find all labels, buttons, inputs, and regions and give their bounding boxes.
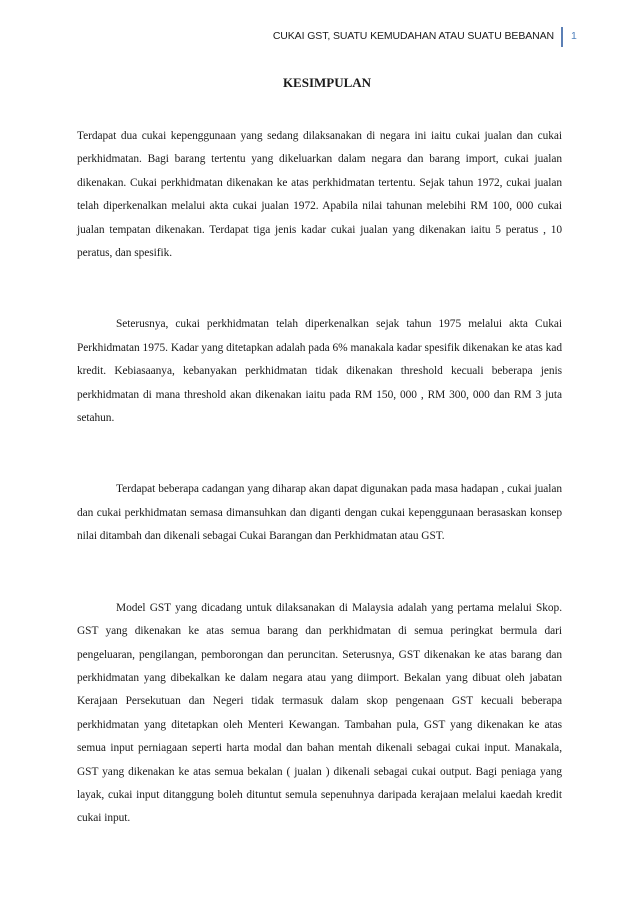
header-separator [561, 27, 563, 47]
page-header [0, 27, 638, 49]
paragraph-proposal: Terdapat beberapa cadangan yang diharap akan dapat digunakan pada masa hadapan , cukai jualan dan cukai perkhidmatan semasa dimansuhkan dan diganti dengan cukai kepenggunaan berasaskan konsep nilai ditambah dan dikenali sebagai Cukai Barangan dan Perkhidmatan atau GST. [77, 483, 562, 543]
paragraph-intro: Terdapat dua cukai kepenggunaan yang sedang dilaksanakan di negara ini iaitu cukai jualan dan cukai perkhidmatan. Bagi barang tertentu yang dikeluarkan dalam negara dan barang import, cukai jualan dikenakan. Cukai perkhidmatan dikenakan ke atas perkhidmatan tertentu. Sejak tahun 1972, cukai jualan telah diperkenalkan melalui akta cukai jualan 1972. Apabila nilai tahunan melebihi RM 100, 000 cukai jualan tempatan dikenakan. Terdapat tiga jenis kadar cukai jualan yang dikenakan iaitu 5 peratus , 10 peratus, dan spesifik. [77, 130, 562, 260]
paragraph-service-tax: Seterusnya, cukai perkhidmatan telah diperkenalkan sejak tahun 1975 melalui akta Cukai Perkhidmatan 1975. Kadar yang ditetapkan adalah pada 6% manakala kadar spesifik dikenakan ke atas kad kredit. Kebiasaanya, kebanyakan perkhidmatan tidak dikenakan threshold kecuali beberapa jenis perkhidmatan di mana threshold akan dikenakan iaitu pada RM 150, 000 , RM 300, 000 dan RM 3 juta setahun. [77, 318, 562, 425]
section-heading: KESIMPULAN [282, 75, 372, 90]
header-title: CUKAI GST, SUATU KEMUDAHAN ATAU SUATU BEBANAN [272, 30, 554, 42]
document-body [77, 125, 562, 879]
paragraph-gst-model: Model GST yang dicadang untuk dilaksanakan di Malaysia adalah yang pertama melalui Skop. GST yang dikenakan ke atas semua barang dan perkhidmatan di semua peringkat bermula dari pengeluaran, pengilangan, pemborongan dan peruncitan. Seterusnya, GST dikenakan ke atas barang dan perkhidmatan yang dibekalkan ke dalam negara atau yang diimport. Bekalan yang dibuat oleh jabatan Kerajaan Persekutuan dan Negeri tidak termasuk dalam skop pengenaan GST kecuali beberapa perkhidmatan yang ditetapkan oleh Menteri Kewangan. Tambahan pula, GST yang dikenakan ke atas semua input perniagaan seperti harta modal dan bahan mentah dikenali sebagai cukai input. Manakala, GST yang dikenakan ke atas semua bekalan ( jualan ) dikenali sebagai cukai output. Bagi peniaga yang layak, cukai input ditanggung boleh dituntut semula sepenuhnya daripada kerajaan melalui kaedah kredit cukai input. [77, 601, 562, 825]
page-number: 1 [571, 30, 577, 42]
